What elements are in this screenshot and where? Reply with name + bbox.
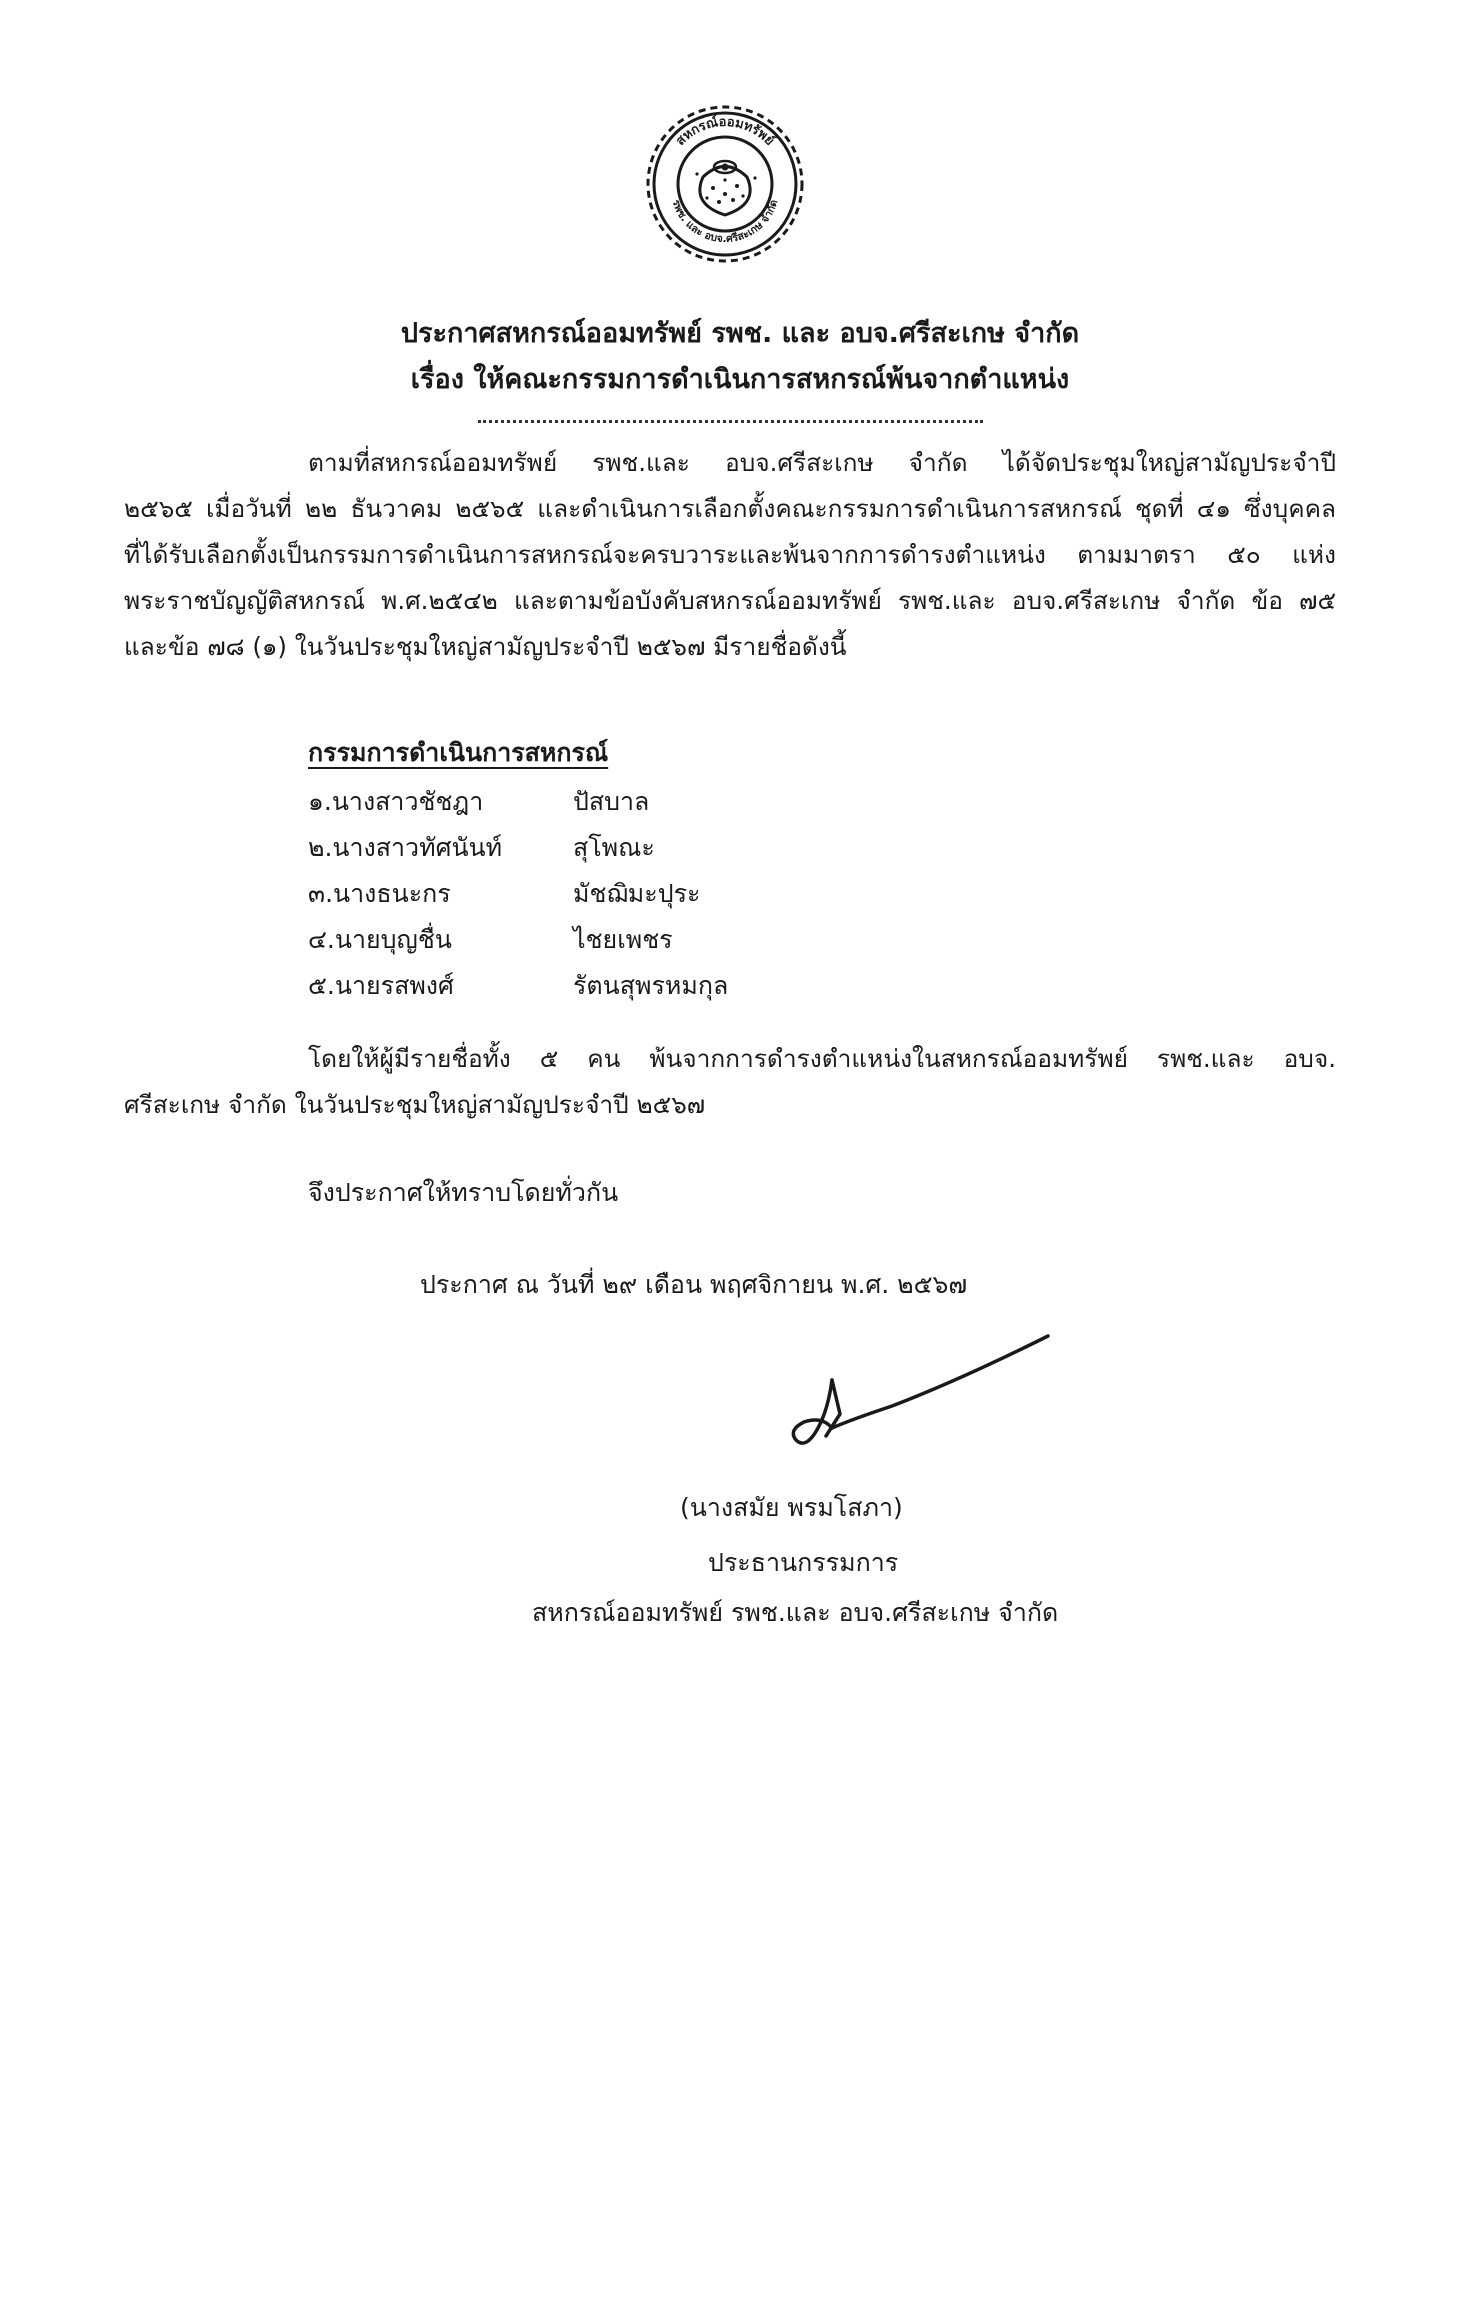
announcement-title: ประกาศสหกรณ์ออมทรัพย์ รพช. และ อบจ.ศรีสะเกษ จำกัด bbox=[400, 318, 1080, 349]
member-given-name: ๒.นางสาวทัศนันท์ bbox=[308, 833, 503, 862]
paragraph-1-line-1: ตามที่สหกรณ์ออมทรัพย์ รพช.และ อบจ.ศรีสะเกษ จำกัด ได้จัดประชุมใหญ่สามัญประจำปี bbox=[308, 448, 1336, 477]
member-given-name: ๓.นางธนะกร bbox=[308, 879, 451, 908]
signatory-position: ประธานกรรมการ bbox=[708, 1548, 899, 1577]
paragraph-1-line-5: และข้อ ๗๘ (๑) ในวันประชุมใหญ่สามัญประจำปี ๒๕๖๗ มีรายชื่อดังนี้ bbox=[124, 632, 847, 661]
signatory-name: (นางสมัย พรมโสภา) bbox=[680, 1493, 903, 1522]
svg-text:สหกรณ์ออมทรัพย์: สหกรณ์ออมทรัพย์ bbox=[673, 114, 777, 149]
signatory-organization: สหกรณ์ออมทรัพย์ รพช.และ อบจ.ศรีสะเกษ จำกัด bbox=[532, 1598, 1059, 1627]
closing-statement: จึงประกาศให้ทราบโดยทั่วกัน bbox=[308, 1178, 619, 1207]
paragraph-1-line-3: ที่ได้รับเลือกตั้งเป็นกรรมการดำเนินการสหกรณ์จะครบวาระและพ้นจากการดำรงตำแหน่ง ตามมาตรา ๕๐ แห่ง bbox=[124, 540, 1336, 569]
member-row bbox=[308, 917, 1008, 963]
member-surname: สุโพณะ bbox=[573, 833, 655, 862]
paragraph-2-line-2: ศรีสะเกษ จำกัด ในวันประชุมใหญ่สามัญประจำปี ๒๕๖๗ bbox=[124, 1090, 706, 1119]
member-row bbox=[308, 963, 1008, 1009]
paragraph-1-line-4: พระราชบัญญัติสหกรณ์ พ.ศ.๒๕๔๒ และตามข้อบังคับสหกรณ์ออมทรัพย์ รพช.และ อบจ.ศรีสะเกษ จำกัด ข้อ ๗๕ bbox=[124, 586, 1336, 615]
announcement-date: ประกาศ ณ วันที่ ๒๙ เดือน พฤศจิกายน พ.ศ. ๒๕๖๗ bbox=[420, 1270, 968, 1299]
member-surname: ปัสบาล bbox=[573, 787, 650, 816]
handwritten-signature bbox=[770, 1310, 1070, 1470]
members-heading: กรรมการดำเนินการสหกรณ์ bbox=[308, 738, 609, 767]
member-given-name: ๔.นายบุญชื่น bbox=[308, 925, 452, 954]
member-surname: มัชฌิมะปุระ bbox=[573, 879, 701, 908]
member-surname: รัตนสุพรหมกุล bbox=[573, 971, 729, 1000]
member-given-name: ๕.นายรสพงศ์ bbox=[308, 971, 454, 1000]
announcement-subject: เรื่อง ให้คณะกรรมการดำเนินการสหกรณ์พ้นจากตำแหน่ง bbox=[410, 364, 1070, 395]
svg-text:รพช. และ อบจ.ศรีสะเกษ จำกัด: รพช. และ อบจ.ศรีสะเกษ จำกัด bbox=[669, 198, 781, 246]
member-row bbox=[308, 825, 1008, 871]
member-given-name: ๑.นางสาวชัชฎา bbox=[308, 787, 484, 816]
member-row bbox=[308, 779, 1008, 825]
member-surname: ไชยเพชร bbox=[573, 925, 673, 954]
paragraph-2-line-1: โดยให้ผู้มีรายชื่อทั้ง ๕ คน พ้นจากการดำรงตำแหน่งในสหกรณ์ออมทรัพย์ รพช.และ อบจ. bbox=[308, 1044, 1336, 1073]
paragraph-1-line-2: ๒๕๖๕ เมื่อวันที่ ๒๒ ธันวาคม ๒๕๖๕ และดำเนินการเลือกตั้งคณะกรรมการดำเนินการสหกรณ์ ชุดที่ ๔๑ ซึ่งบุคคล bbox=[124, 494, 1336, 523]
dotted-divider bbox=[478, 420, 983, 423]
cooperative-seal-logo bbox=[645, 104, 805, 264]
member-row bbox=[308, 871, 1008, 917]
